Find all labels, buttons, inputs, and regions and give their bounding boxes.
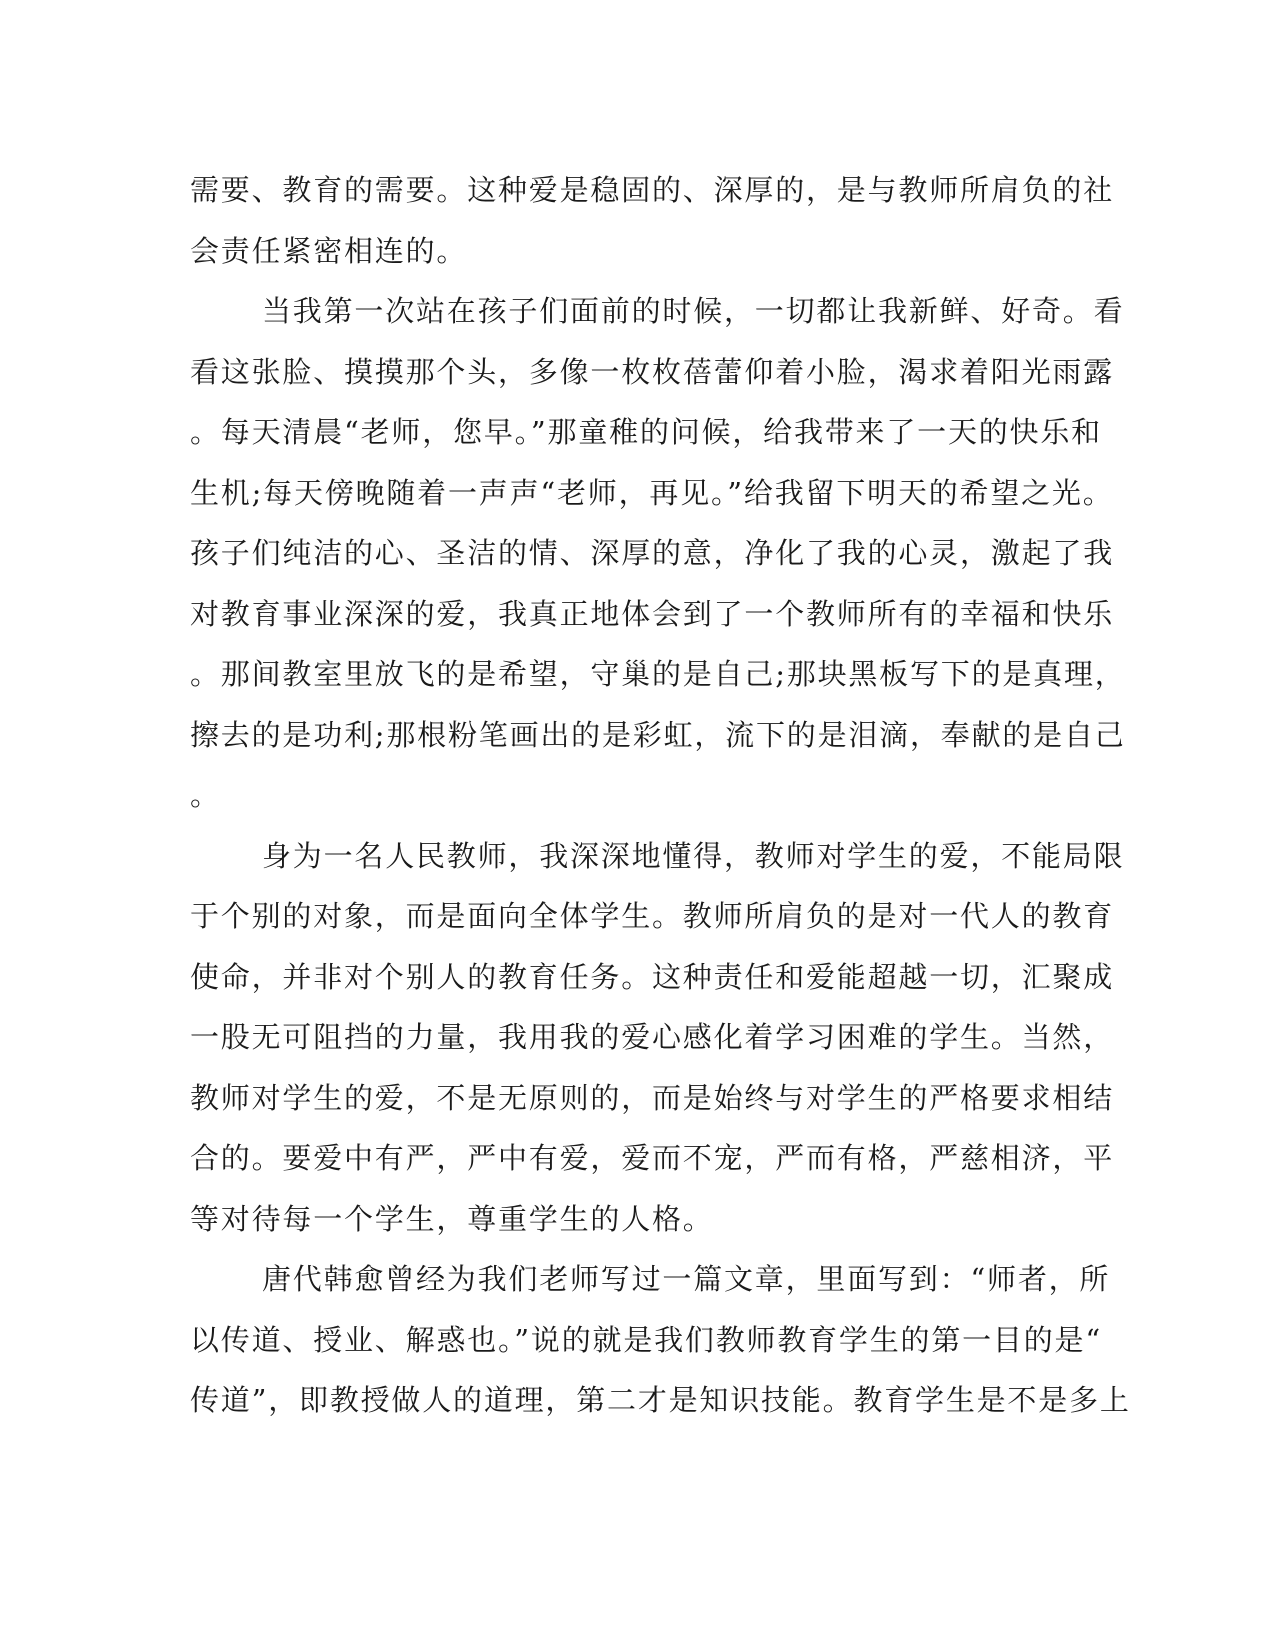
text-line: 看这张脸、摸摸那个头，多像一枚枚蓓蕾仰着小脸，渴求着阳光雨露	[190, 354, 1115, 389]
text-line: 教师对学生的爱，不是无原则的，而是始终与对学生的严格要求相结	[190, 1080, 1115, 1115]
text-line: 需要、教育的需要。这种爱是稳固的、深厚的，是与教师所肩负的社	[190, 173, 1115, 207]
text-line: 一股无可阻挡的力量，我用我的爱心感化着学习困难的学生。当然，	[190, 1020, 1115, 1054]
body-text	[190, 160, 1131, 1431]
text-line: 传道”，即教授做人的道理，第二才是知识技能。教育学生是不是多上	[190, 1383, 1131, 1417]
paragraph-start-line: 唐代韩愈曾经为我们老师写过一篇文章，里面写到：“师者，所	[262, 1262, 1111, 1296]
paragraph-start-line: 当我第一次站在孩子们面前的时候，一切都让我新鲜、好奇。看	[262, 294, 1125, 328]
text-line: 。	[190, 778, 221, 812]
text-line: 。那间教室里放飞的是希望，守巢的是自己;那块黑板写下的是真理，	[190, 657, 1126, 691]
text-line: 使命，并非对个别人的教育任务。这种责任和爱能超越一切，汇聚成	[190, 959, 1115, 994]
text-line: 。每天清晨“老师，您早。”那童稚的问候，给我带来了一天的快乐和	[190, 415, 1102, 449]
text-line: 于个别的对象，而是面向全体学生。教师所肩负的是对一代人的教育	[190, 899, 1115, 933]
text-line: 生机;每天傍晚随着一声声“老师，再见。”给我留下明天的希望之光。	[190, 475, 1114, 510]
text-line: 对教育事业深深的爱，我真正地体会到了一个教师所有的幸福和快乐	[190, 596, 1115, 631]
text-line: 等对待每一个学生，尊重学生的人格。	[190, 1201, 714, 1236]
text-line: 合的。要爱中有严，严中有爱，爱而不宠，严而有格，严慈相济，平	[190, 1141, 1115, 1175]
text-line: 会责任紧密相连的。	[190, 233, 468, 268]
paragraph-start-line: 身为一名人民教师，我深深地懂得，教师对学生的爱，不能局限	[262, 838, 1125, 873]
text-line: 以传道、授业、解惑也。”说的就是我们教师教育学生的第一目的是“	[190, 1322, 1102, 1357]
text-line: 擦去的是功利;那根粉笔画出的是彩虹，流下的是泪滴，奉献的是自己	[190, 717, 1126, 752]
text-line: 孩子们纯洁的心、圣洁的情、深厚的意，净化了我的心灵，激起了我	[190, 536, 1115, 570]
